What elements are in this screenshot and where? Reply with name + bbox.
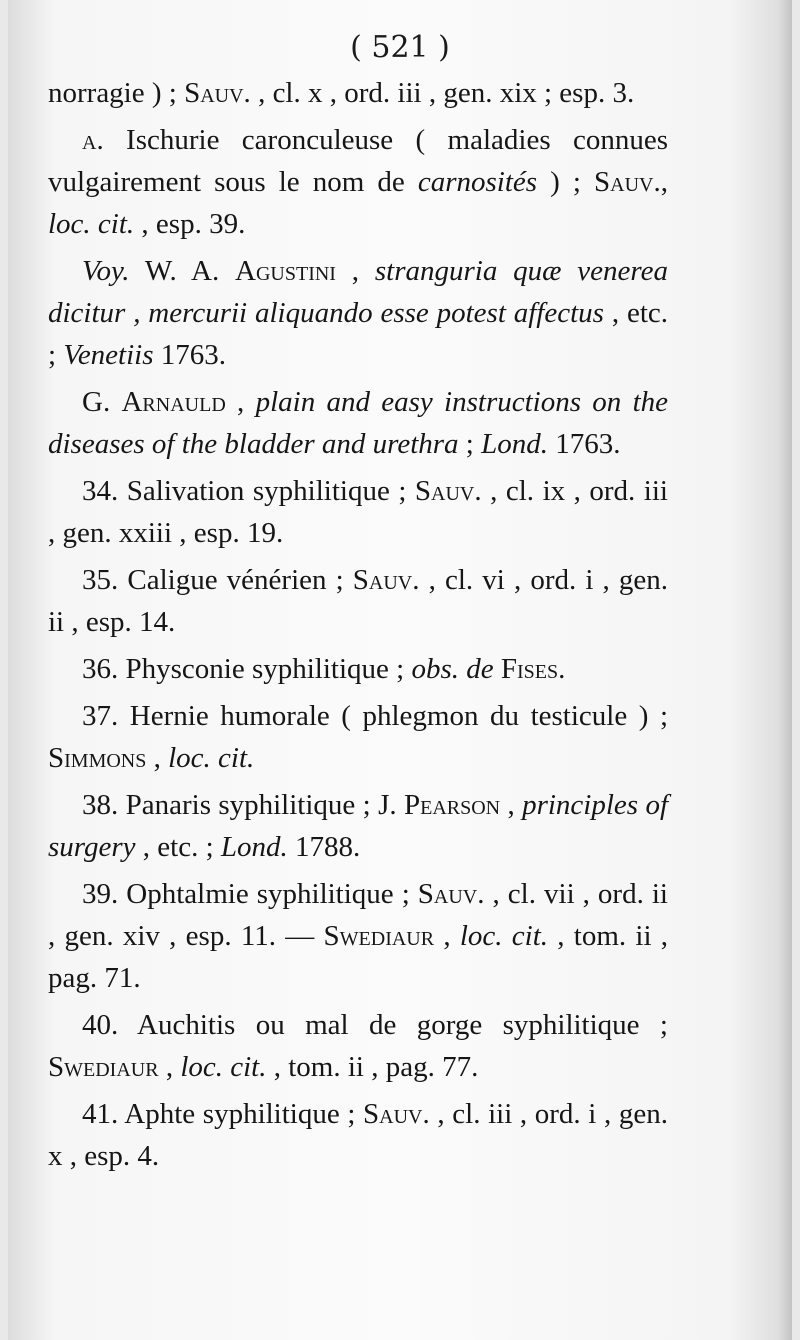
text-segment: Auchitis ou mal de gorge syphilitique ; [118, 1009, 668, 1041]
text-segment: , [146, 742, 169, 774]
text-segment: , cl. vii , ord. ii , gen. xiv , esp. 11. — [48, 878, 668, 952]
text-segment: G. [82, 386, 122, 418]
text-paragraph [48, 559, 668, 643]
italic-text: obs. de [411, 653, 494, 685]
text-segment: Hernie humorale ( phlegmon du testicule ) ; [118, 700, 668, 732]
italic-text: principles of surgery [48, 789, 668, 863]
entry-number: 35. [82, 564, 119, 596]
small-caps-text: Sauv. [363, 1098, 430, 1130]
text-paragraph [48, 695, 668, 779]
page-number-header: ( 521 ) [350, 30, 450, 65]
italic-text: carnosités [417, 166, 538, 198]
small-caps-text: Sauv. [594, 166, 661, 198]
italic-text: Venetiis [63, 339, 154, 371]
text-paragraph [48, 784, 668, 868]
text-segment: Salivation syphilitique ; [118, 475, 415, 507]
text-segment: , etc. ; [135, 831, 221, 863]
text-segment: Caligue vénérien ; [118, 564, 353, 596]
italic-text: Lond. [220, 831, 288, 863]
small-caps-text: Agustini [235, 255, 336, 287]
entry-number: 34. [82, 475, 119, 507]
text-paragraph [48, 381, 668, 465]
text-segment: , cl. iii , ord. i , gen. x , esp. 4. [48, 1098, 668, 1172]
small-caps-text: Swediaur [48, 1051, 159, 1083]
text-segment: , cl. ix , ord. iii , gen. xxiii , esp. 19. [48, 475, 668, 549]
text-segment: , [225, 386, 256, 418]
small-caps-text: a. [82, 124, 104, 156]
book-page [8, 0, 792, 1340]
text-segment: 1763. [547, 428, 621, 460]
text-paragraph [48, 470, 668, 554]
entry-number: 36. [82, 653, 119, 685]
small-caps-text: Fises. [500, 653, 566, 685]
text-segment: , [158, 1051, 181, 1083]
italic-text: Voy. [82, 255, 130, 287]
text-segment: , cl. vi , ord. i , gen. ii , esp. 14. [48, 564, 668, 638]
italic-text: stranguria quæ venerea dicitur , mercurii aliquando esse potest affectus [48, 255, 669, 329]
italic-text: loc. cit. [168, 742, 255, 774]
text-segment: W. A. [129, 255, 236, 287]
text-paragraph [48, 873, 668, 999]
page-text-body [48, 72, 668, 1182]
text-segment: Physconie syphilitique ; [118, 653, 412, 685]
entry-number: 38. [82, 789, 119, 821]
italic-text: loc. cit. [48, 208, 135, 240]
text-segment: ) ; [537, 166, 595, 198]
text-segment: ; [458, 428, 482, 460]
text-paragraph [48, 1093, 668, 1177]
small-caps-text: Pearson [403, 789, 501, 821]
text-segment: , cl. x , ord. iii , gen. xix ; esp. 3. [250, 77, 635, 109]
text-paragraph [48, 648, 668, 690]
text-paragraph [48, 119, 668, 245]
small-caps-text: Sauv. [352, 564, 420, 596]
small-caps-text: Simmons [48, 742, 147, 774]
italic-text: loc. cit. [459, 920, 549, 952]
text-segment [494, 653, 501, 685]
small-caps-text: Sauv. [417, 878, 485, 910]
small-caps-text: Swediaur [323, 920, 435, 952]
text-segment: Ophtalmie syphilitique ; [118, 878, 418, 910]
text-segment: 1788. [287, 831, 361, 863]
italic-text: plain and easy instructions on the diseases of the bladder and urethra [48, 386, 669, 460]
text-segment: , [335, 255, 375, 287]
small-caps-text: Arnauld [121, 386, 226, 418]
text-segment: norragie ) ; [48, 77, 185, 109]
text-paragraph [48, 1004, 668, 1088]
text-segment: Ischurie caronculeuse ( maladies connues vulgairement sous le nom de [48, 124, 668, 198]
entry-number: 39. [82, 878, 119, 910]
italic-text: Lond. [481, 428, 548, 460]
text-segment: , tom. ii , pag. 77. [266, 1051, 479, 1083]
text-segment: Panaris syphilitique ; J. [118, 789, 404, 821]
text-segment: , etc. ; [48, 297, 668, 371]
text-segment: , tom. ii , pag. 71. [48, 920, 669, 994]
text-segment: , [500, 789, 523, 821]
text-paragraph [48, 72, 668, 114]
small-caps-text: Sauv. [184, 77, 251, 109]
text-segment: 1763. [153, 339, 227, 371]
entry-number: 40. [82, 1009, 119, 1041]
text-segment: , esp. 39. [134, 208, 246, 240]
text-segment: Aphte syphilitique ; [118, 1098, 364, 1130]
text-segment: , [660, 166, 668, 198]
entry-number: 37. [82, 700, 119, 732]
text-segment: , [434, 920, 460, 952]
text-paragraph [48, 250, 668, 376]
small-caps-text: Sauv. [414, 475, 482, 507]
italic-text: loc. cit. [180, 1051, 267, 1083]
entry-number: 41. [82, 1098, 119, 1130]
